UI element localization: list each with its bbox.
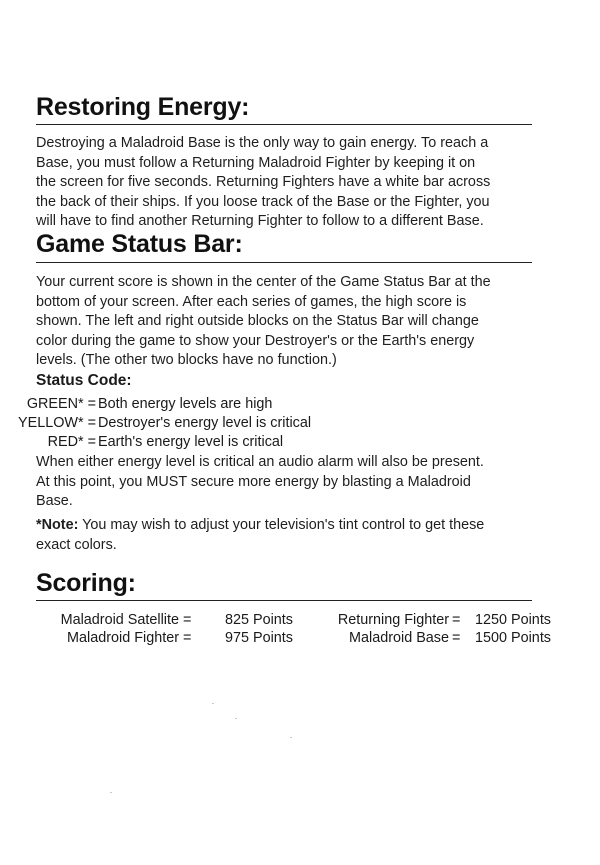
note-paragraph (36, 516, 536, 555)
score-item-name: Maladroid Fighter (67, 630, 179, 646)
scoring-row (36, 629, 552, 648)
paper-speck (235, 718, 237, 719)
score-points: 1500 Points (475, 630, 552, 646)
paragraph-line: Base, you must follow a Returning Maladroid Fighter by keeping it on (36, 154, 476, 171)
status-code-row-yellow (18, 414, 536, 434)
status-code-description: Destroyer's energy level is critical (98, 415, 312, 431)
score-points: 825 Points (225, 612, 294, 628)
scoring-rule (36, 600, 532, 601)
restoring-energy-heading: Restoring Energy: (36, 93, 250, 121)
paragraph-line: bottom of your screen. After each series of games, the high score is (36, 293, 467, 310)
paragraph-line: When either energy level is critical an audio alarm will also be present. (36, 454, 484, 470)
score-item-name: Maladroid Satellite (60, 612, 179, 628)
restoring-energy-rule (36, 124, 532, 125)
note-text: You may wish to adjust your television's tint control to get these (78, 517, 485, 533)
paragraph-line: Base. (36, 493, 73, 509)
paragraph-line: Destroying a Maladroid Base is the only way to gain energy. To reach a (36, 135, 489, 151)
restoring-energy-paragraph (36, 134, 536, 232)
paper-speck (110, 792, 112, 793)
status-code-label: RED* = (47, 434, 96, 450)
score-equals: = (183, 612, 192, 628)
score-item-name: Returning Fighter (337, 612, 449, 628)
alarm-paragraph (36, 453, 536, 512)
paper-speck (212, 703, 214, 704)
status-code-row-green (26, 395, 536, 415)
status-code-label: YELLOW* = (18, 415, 96, 431)
paragraph-line: the back of their ships. If you loose track of the Base or the Fighter, you (36, 193, 490, 210)
game-status-bar-rule (36, 262, 532, 263)
paragraph-line: levels. (The other two blocks have no function.) (36, 352, 337, 368)
paragraph-line: color during the game to show your Destroyer's or the Earth's energy (36, 332, 475, 349)
score-item-name: Maladroid Base (349, 630, 449, 646)
paragraph-line: Your current score is shown in the center of the Game Status Bar at the (36, 274, 491, 290)
note-line: exact colors. (36, 536, 117, 553)
status-code-label: GREEN* = (26, 396, 96, 412)
status-code-heading: Status Code: (36, 372, 132, 389)
note-line (36, 516, 536, 536)
score-equals: = (452, 630, 461, 646)
status-code-description: Both energy levels are high (98, 396, 273, 412)
scoring-row (36, 611, 552, 630)
status-code-description: Earth's energy level is critical (98, 434, 284, 450)
score-equals: = (183, 630, 192, 646)
paragraph-line: At this point, you MUST secure more energy by blasting a Maladroid (36, 473, 471, 490)
paper-speck (290, 737, 292, 738)
score-points: 1250 Points (475, 612, 552, 628)
status-code-row-red (36, 433, 536, 453)
scoring-heading: Scoring: (36, 569, 136, 597)
game-status-bar-heading: Game Status Bar: (36, 230, 243, 258)
note-label: *Note: (36, 517, 79, 533)
paragraph-line: shown. The left and right outside blocks on the Status Bar will change (36, 313, 479, 329)
paragraph-line: will have to find another Returning Fighter to follow to a different Base. (36, 213, 484, 229)
paragraph-line: the screen for five seconds. Returning Fighters have a white bar across (36, 174, 491, 190)
game-status-bar-paragraph (36, 273, 536, 371)
score-points: 975 Points (225, 630, 294, 646)
score-equals: = (452, 612, 461, 628)
